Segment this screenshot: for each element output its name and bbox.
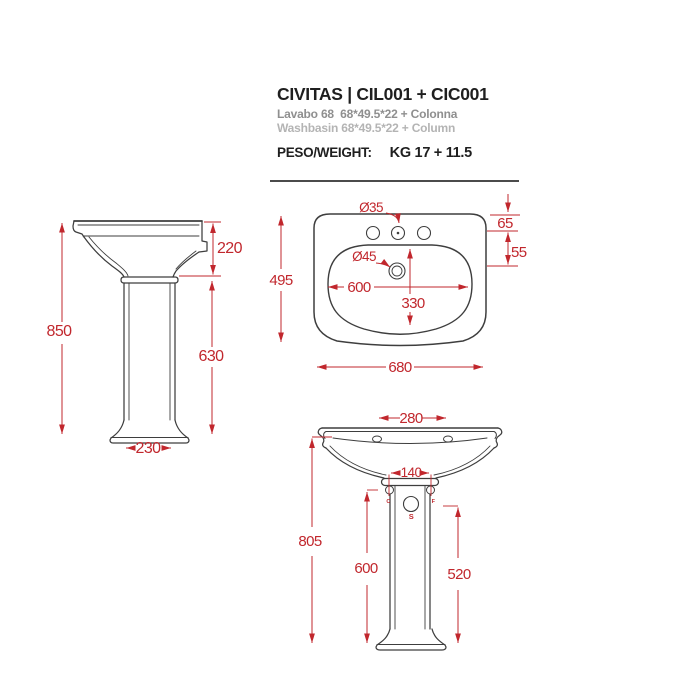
dim-pedestal-height: 630 [198,348,224,365]
drain-mark-label: S [408,512,414,521]
dim-holes-to-bowl: 55 [511,244,527,261]
dim-basin-height: 220 [217,240,242,257]
right-hole-mark-label: F [431,499,435,505]
weight-value: KG 17 + 11.5 [389,145,472,161]
top-view-dimensions [269,194,526,376]
dim-rim-height: 805 [298,533,322,550]
dim-fixing-hole-spacing: 280 [399,410,423,427]
dim-under-basin-height: 520 [447,566,471,583]
subtitle-italian: Lavabo 68 68*49.5*22 + Colonna [277,107,458,121]
front-view-drawing [318,428,501,650]
dim-column-hole-spacing: 140 [400,465,422,480]
left-hole-mark-label: C [386,499,390,505]
dim-total-height: 850 [46,323,72,340]
top-view-drawing [314,214,486,346]
subtitle-english: Washbasin 68*49.5*22 + Column [277,121,456,135]
dim-rim-to-holes: 65 [497,215,513,232]
dim-base-depth: 230 [135,440,161,457]
drain-hole-inner [392,266,402,276]
side-view-dimensions [47,222,243,457]
dim-faucet-hole-diameter: Ø35 [359,200,383,215]
product-title: CIVITAS | CIL001 + CIC001 [277,84,489,104]
faucet-hole-left [367,227,380,240]
fixing-hole-left [373,436,382,442]
column-bolt-hole-right [427,486,435,494]
dim-column-height: 600 [354,560,378,577]
fixing-hole-right [444,436,453,442]
dim-bowl-width: 600 [347,279,371,296]
dim-bowl-depth: 330 [401,295,425,312]
weight-label: PESO/WEIGHT: [277,145,372,160]
front-view-dimensions [298,410,470,643]
dim-overall-width: 680 [388,359,412,376]
column-bolt-hole-left [386,486,394,494]
faucet-hole-right [418,227,431,240]
dim-drain-diameter: Ø45 [352,249,376,264]
dim-depth: 495 [269,272,293,289]
siphon-hole [404,497,419,512]
side-view-drawing [73,221,207,443]
drain-hole-outer [389,263,405,279]
